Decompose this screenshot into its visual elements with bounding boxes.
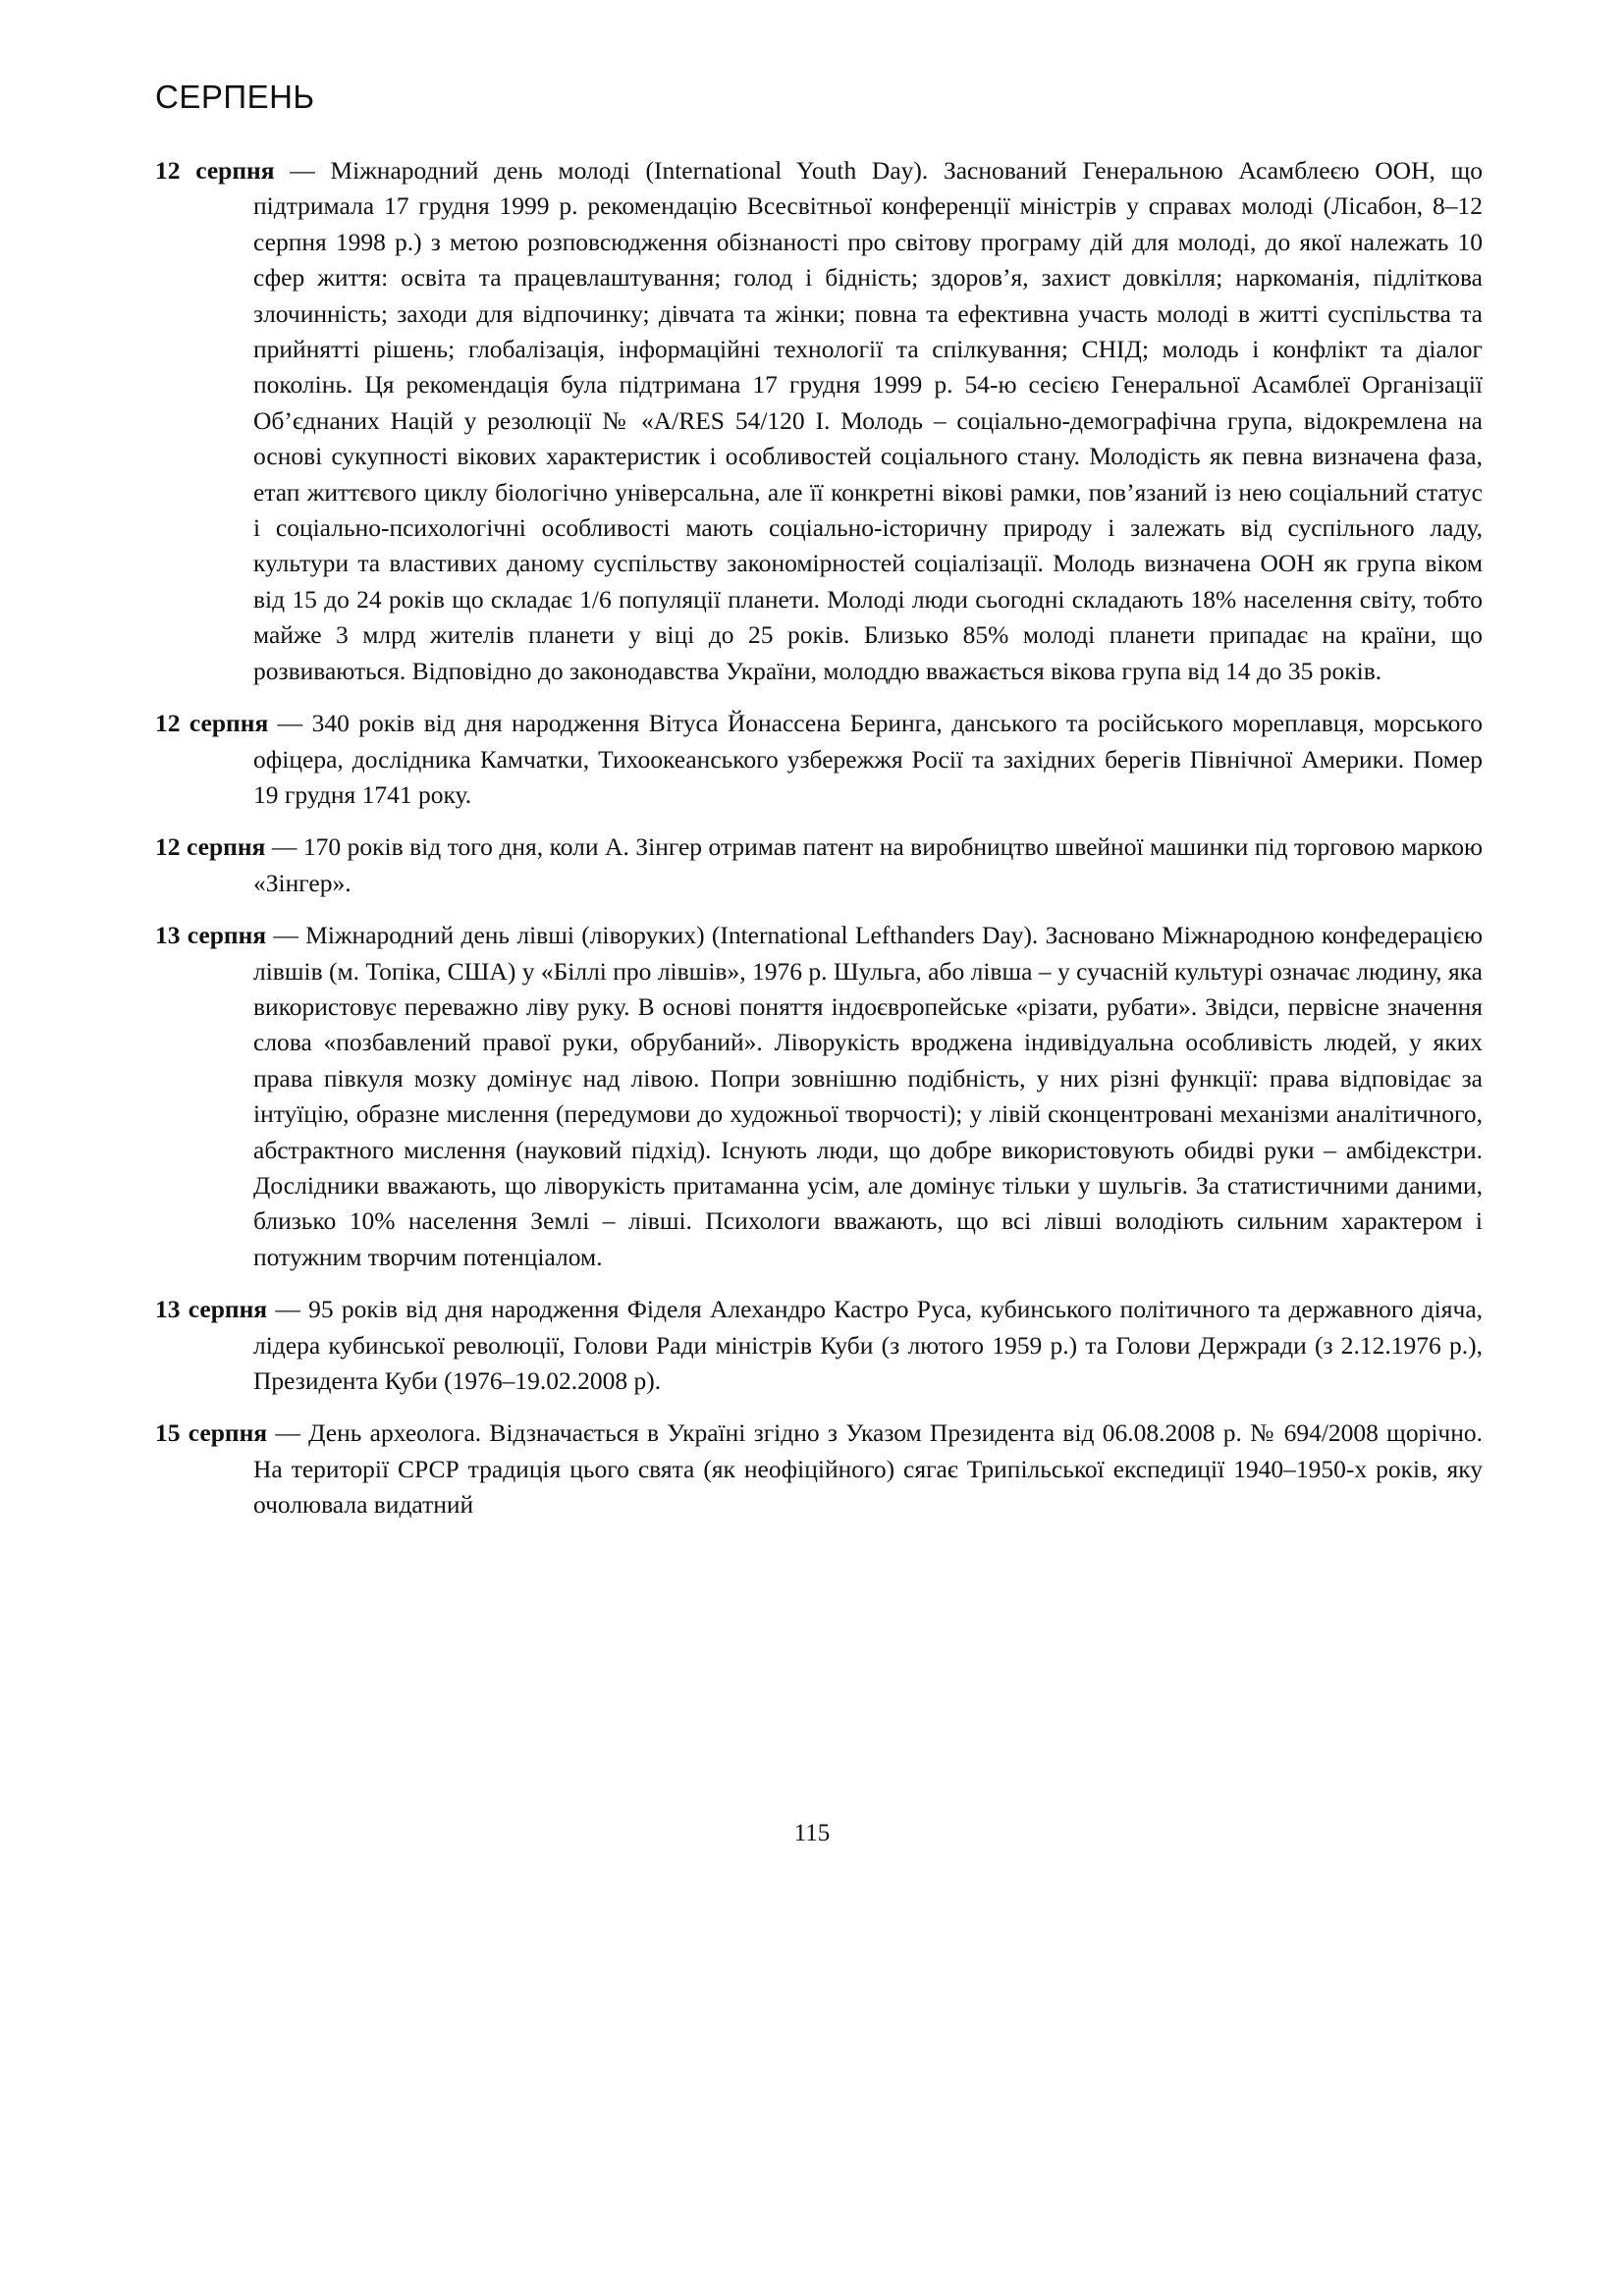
entry-text: — 340 років від дня народження Вітуса Йонассена Беринга, данського та російського мореплавця, морського офіцера, дослідника Камчатки, Тихоокеанського узбережжя Росії та західних берегів Північної Америки. Помер 19 грудня 1741 року. [253,709,1484,809]
entry-text: — 170 років від того дня, коли А. Зінгер отримав патент на виробництво швейної машинки під торговою маркою «Зінгер». [253,832,1483,897]
entry-text: — День археолога. Відзначається в Україні згідно з Указом Президента від 06.08.2008 р. № 694/2008 щорічно. На території СРСР традиція цього свята (як неофіційного) сягає Трипільської експедиції 1940–1950-х років, яку очолювала видатний [253,1418,1483,1520]
calendar-entry [155,1415,1483,1522]
calendar-entry [155,829,1483,901]
section-heading: СЕРПЕНЬ [155,79,315,115]
entry-date: 12 серпня [155,709,269,738]
entry-date: 12 серпня [155,156,275,185]
entry-date: 15 серпня [155,1418,268,1448]
entry-text: — 95 років від дня народження Фіделя Алехандро Кастро Руса, кубинського політичного та державного діяча, лідера кубинської революції, Голови Ради міністрів Куби (з лютого 1959 р.) та Голови Держради (з 2.12.1976 р.), Президента Куби (1976–19.02.2008 р). [253,1295,1484,1395]
calendar-entry [155,1292,1483,1399]
calendar-entry [155,706,1483,813]
entry-text: — Міжнародний день лівші (ліворуких) (International Lefthanders Day). Засновано Міжнародною конфедерацією лівшів (м. Топіка, США) у «Біллі про лівшів», 1976 р. Шульга, або лівша – у сучасній культурі означає людину, яка використовує переважно ліву руку. В основі поняття індоєвропейське «різати, рубати». Звідси, первісне значення слова «позбавлений правої руки, обрубаний». Ліворукість вроджена індивідуальна особливість людей, у яких права півкуля мозку домінує над лівою. Попри зовнішню подібність, у них різні функції: права відповідає за інтуїцію, образне мислення (передумови до художньої творчості); у лівій сконцентровані механізми аналітичного, абстрактного мислення (науковий підхід). Існують люди, що добре використовують обидві руки – амбідекстри. Дослідники вважають, що ліворукість притаманна усім, але домінує тільки у шульгів. За статистичними даними, близько 10% населення Землі – лівші. Психологи вважають, що всі лівші володіють сильним характером і потужним творчим потенціалом. [253,921,1484,1271]
calendar-entries [155,153,1483,1540]
entry-date: 13 серпня [155,921,267,950]
calendar-entry [155,918,1483,1275]
entry-date: 13 серпня [155,1295,268,1324]
page-number: 115 [793,1820,831,1846]
entry-date: 12 серпня [155,832,266,862]
calendar-entry [155,153,1483,689]
entry-text: — Міжнародний день молоді (International Youth Day). Заснований Генеральною Асамблеєю ООН, що підтримала 17 грудня 1999 р. рекомендацію Всесвітньої конференції міністрів у справах молоді (Лісабон, 8–12 серпня 1998 р.) з метою розповсюдження обізнаності про світову програму дій для молоді, до якої належать 10 сфер життя: освіта та працевлаштування; голод і бідність; здоров’я, захист довкілля; наркоманія, підліткова злочинність; заходи для відпочинку; дівчата та жінки; повна та ефективна участь молоді в житті суспільства та прийнятті рішень; глобалізація, інформаційні технології та спілкування; СНІД; молодь і конфлікт та діалог поколінь. Ця рекомендація була підтримана 17 грудня 1999 р. 54-ю сесією Генеральної Асамблеї Організації Об’єднаних Націй у резолюції № «A/RES 54/120 I. Молодь – соціально-демографічна група, відокремлена на основі сукупності вікових характеристик і особливостей соціального стану. Молодість як певна визначена фаза, етап життєвого циклу біологічно універсальна, але її конкретні вікові рамки, пов’язаний із нею соціальний статус і соціально-психологічні особливості мають соціально-історичну природу і залежать від суспільного ладу, культури та властивих даному суспільству закономірностей соціалізації. Молодь визначена ООН як група віком від 15 до 24 років що складає 1/6 популяції планети. Молоді люди сьогодні складають 18% населення світу, тобто майже 3 млрд жителів планети у віці до 25 років. Близько 85% молоді планети припадає на країни, що розвиваються. Відповідно до законодавства України, молоддю вважається вікова група від 14 до 35 років. [253,156,1483,685]
